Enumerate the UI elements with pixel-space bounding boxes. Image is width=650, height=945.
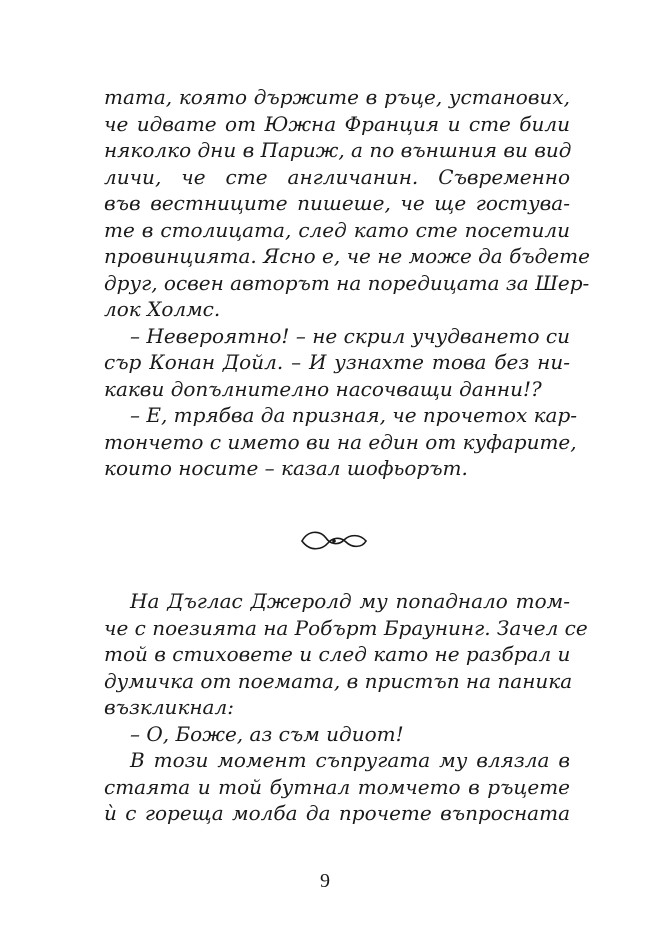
text-line: те в столицата, след като сте посетили [104, 217, 570, 242]
text-line: На Дъглас Джеролд му попаднало том- [130, 589, 570, 613]
text-block-top [104, 84, 590, 482]
text-line: които носите – казал шофьорът. [104, 456, 468, 480]
text-line: думичка от поемата, в пристъп на паника [104, 668, 573, 693]
text-line: друг, освен авторът на поредицата за Шер- [104, 270, 590, 295]
text-line: В този момент съпругата му влязла в [130, 748, 570, 772]
text-line: тончето с името ви на един от куфарите, [104, 429, 577, 454]
text-line: че идвате от Южна Франция и сте били [104, 111, 570, 136]
text-line: че с поезията на Робърт Браунинг. Зачел се [104, 615, 588, 640]
text-block-bottom [104, 588, 588, 827]
text-line: във вестниците пишеше, че ще гостува- [104, 191, 570, 215]
page-number: 9 [320, 870, 330, 892]
text-line: – Е, трябва да призная, че прочетох кар- [130, 403, 578, 427]
text-line: личи, че сте англичанин. Съвременно [104, 164, 570, 189]
text-line: тата, която държите в ръце, установих, [104, 85, 570, 109]
text-line: той в стиховете и след като не разбрал и [104, 642, 571, 666]
text-line: провинцията. Ясно е, че не може да бъдете [104, 244, 590, 268]
text-line: какви допълнително насочващи данни!? [104, 376, 542, 401]
text-line: – Невероятно! – не скрил учудването си [130, 323, 570, 348]
text-line: възкликнал: [104, 695, 234, 719]
text-line: ѝ с гореща молба да прочете въпросната [104, 801, 570, 825]
text-line: сър Конан Дойл. – И узнахте това без ни- [104, 350, 570, 374]
text-line: лок Холмс. [104, 297, 221, 321]
swash-divider-ornament [298, 528, 370, 554]
text-line: стаята и той бутнал томчето в ръцете [104, 774, 570, 799]
text-line: няколко дни в Париж, а по външния ви вид [104, 138, 572, 162]
text-line: – О, Боже, аз съм идиот! [130, 721, 404, 746]
